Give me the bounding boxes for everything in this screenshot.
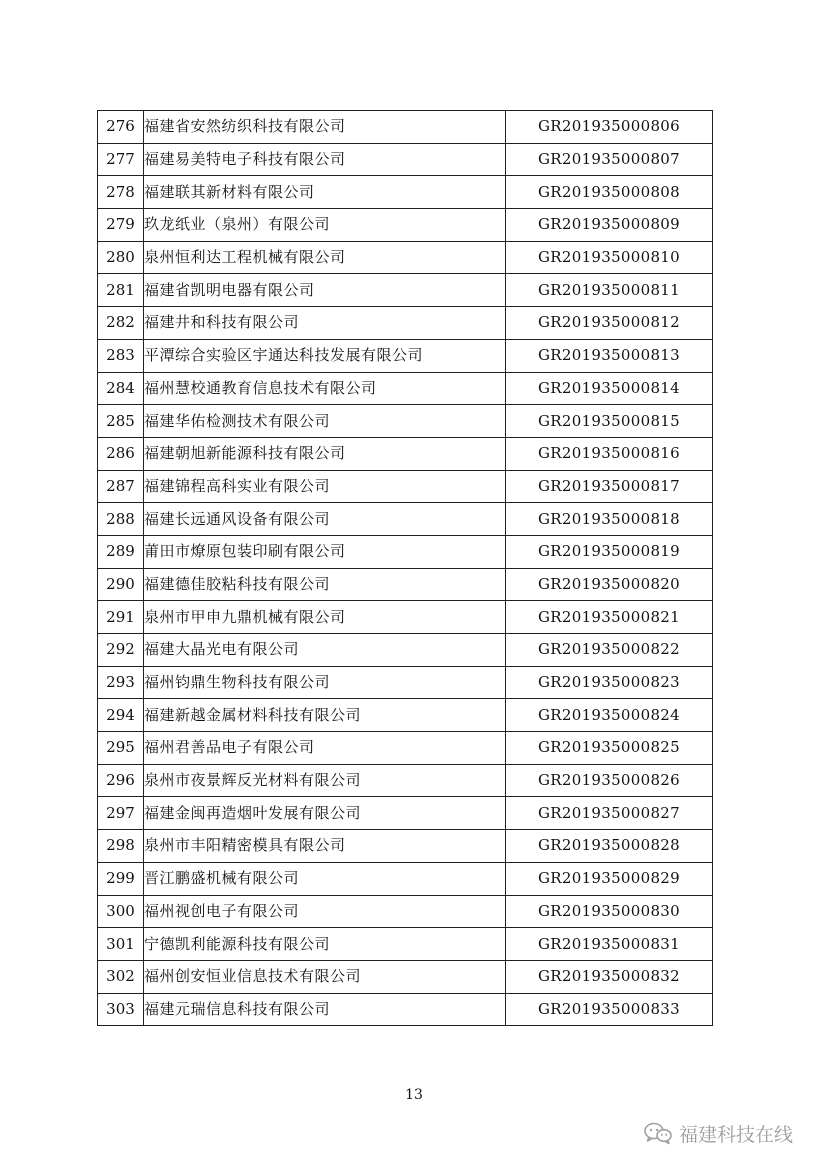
row-number-cell: 298 — [98, 830, 144, 863]
row-number-cell: 299 — [98, 862, 144, 895]
table-row — [98, 111, 713, 144]
certificate-number-cell: GR201935000827 — [506, 797, 713, 830]
company-name-cell: 福建德佳胶粘科技有限公司 — [144, 568, 506, 601]
company-name-cell: 福建朝旭新能源科技有限公司 — [144, 437, 506, 470]
row-number-cell: 283 — [98, 339, 144, 372]
certificate-number-cell: GR201935000816 — [506, 437, 713, 470]
company-name-cell: 福建省安然纺织科技有限公司 — [144, 111, 506, 144]
certificate-number-cell: GR201935000821 — [506, 601, 713, 634]
row-number-cell: 285 — [98, 405, 144, 438]
company-table — [97, 110, 713, 1026]
row-number-cell: 288 — [98, 503, 144, 536]
row-number-cell: 303 — [98, 993, 144, 1026]
table-row — [98, 568, 713, 601]
row-number-cell: 287 — [98, 470, 144, 503]
certificate-number-cell: GR201935000812 — [506, 307, 713, 340]
table-row — [98, 503, 713, 536]
table-row — [98, 535, 713, 568]
row-number-cell: 296 — [98, 764, 144, 797]
row-number-cell: 301 — [98, 928, 144, 961]
certificate-number-cell: GR201935000832 — [506, 960, 713, 993]
table-row — [98, 928, 713, 961]
certificate-number-cell: GR201935000830 — [506, 895, 713, 928]
table-row — [98, 241, 713, 274]
certificate-number-cell: GR201935000819 — [506, 535, 713, 568]
row-number-cell: 290 — [98, 568, 144, 601]
certificate-number-cell: GR201935000829 — [506, 862, 713, 895]
company-name-cell: 晋江鹏盛机械有限公司 — [144, 862, 506, 895]
certificate-number-cell: GR201935000817 — [506, 470, 713, 503]
certificate-number-cell: GR201935000813 — [506, 339, 713, 372]
watermark-text: 福建科技在线 — [679, 1123, 794, 1146]
company-name-cell: 泉州市夜景辉反光材料有限公司 — [144, 764, 506, 797]
company-name-cell: 福建联其新材料有限公司 — [144, 176, 506, 209]
table-row — [98, 862, 713, 895]
company-name-cell: 福建元瑞信息科技有限公司 — [144, 993, 506, 1026]
table-row — [98, 209, 713, 242]
company-name-cell: 泉州市丰阳精密模具有限公司 — [144, 830, 506, 863]
row-number-cell: 279 — [98, 209, 144, 242]
table-row — [98, 960, 713, 993]
row-number-cell: 277 — [98, 143, 144, 176]
table-row — [98, 176, 713, 209]
table-row — [98, 339, 713, 372]
page-number: 13 — [405, 1087, 423, 1103]
table-row — [98, 601, 713, 634]
company-name-cell: 福州创安恒业信息技术有限公司 — [144, 960, 506, 993]
company-name-cell: 福州钧鼎生物科技有限公司 — [144, 666, 506, 699]
table-row — [98, 666, 713, 699]
row-number-cell: 278 — [98, 176, 144, 209]
table-row — [98, 437, 713, 470]
row-number-cell: 284 — [98, 372, 144, 405]
company-name-cell: 福州视创电子有限公司 — [144, 895, 506, 928]
company-name-cell: 福建华佑检测技术有限公司 — [144, 405, 506, 438]
row-number-cell: 280 — [98, 241, 144, 274]
certificate-number-cell: GR201935000811 — [506, 274, 713, 307]
wechat-icon — [643, 1121, 673, 1145]
table-row — [98, 830, 713, 863]
certificate-number-cell: GR201935000815 — [506, 405, 713, 438]
table-row — [98, 470, 713, 503]
row-number-cell: 291 — [98, 601, 144, 634]
row-number-cell: 281 — [98, 274, 144, 307]
table-row — [98, 307, 713, 340]
company-name-cell: 平潭综合实验区宇通达科技发展有限公司 — [144, 339, 506, 372]
row-number-cell: 282 — [98, 307, 144, 340]
company-name-cell: 福建易美特电子科技有限公司 — [144, 143, 506, 176]
table-row — [98, 634, 713, 667]
company-name-cell: 福建井和科技有限公司 — [144, 307, 506, 340]
row-number-cell: 289 — [98, 535, 144, 568]
company-name-cell: 福建锦程高科实业有限公司 — [144, 470, 506, 503]
table-row — [98, 699, 713, 732]
certificate-number-cell: GR201935000826 — [506, 764, 713, 797]
row-number-cell: 297 — [98, 797, 144, 830]
certificate-number-cell: GR201935000833 — [506, 993, 713, 1026]
table-row — [98, 797, 713, 830]
table-row — [98, 372, 713, 405]
company-name-cell: 宁德凯利能源科技有限公司 — [144, 928, 506, 961]
table-row — [98, 764, 713, 797]
company-name-cell: 玖龙纸业（泉州）有限公司 — [144, 209, 506, 242]
certificate-number-cell: GR201935000814 — [506, 372, 713, 405]
company-name-cell: 福州慧校通教育信息技术有限公司 — [144, 372, 506, 405]
company-table-body — [98, 111, 713, 1026]
certificate-number-cell: GR201935000810 — [506, 241, 713, 274]
company-name-cell: 泉州恒利达工程机械有限公司 — [144, 241, 506, 274]
row-number-cell: 302 — [98, 960, 144, 993]
certificate-number-cell: GR201935000831 — [506, 928, 713, 961]
watermark — [643, 1121, 793, 1145]
certificate-number-cell: GR201935000820 — [506, 568, 713, 601]
company-name-cell: 福建新越金属材料科技有限公司 — [144, 699, 506, 732]
row-number-cell: 294 — [98, 699, 144, 732]
row-number-cell: 276 — [98, 111, 144, 144]
table-row — [98, 143, 713, 176]
table-row — [98, 405, 713, 438]
company-name-cell: 福州君善品电子有限公司 — [144, 732, 506, 765]
company-name-cell: 福建金闽再造烟叶发展有限公司 — [144, 797, 506, 830]
certificate-number-cell: GR201935000824 — [506, 699, 713, 732]
table-row — [98, 732, 713, 765]
certificate-number-cell: GR201935000828 — [506, 830, 713, 863]
certificate-number-cell: GR201935000809 — [506, 209, 713, 242]
table-row — [98, 895, 713, 928]
row-number-cell: 286 — [98, 437, 144, 470]
certificate-number-cell: GR201935000806 — [506, 111, 713, 144]
certificate-number-cell: GR201935000808 — [506, 176, 713, 209]
row-number-cell: 300 — [98, 895, 144, 928]
certificate-number-cell: GR201935000825 — [506, 732, 713, 765]
certificate-number-cell: GR201935000822 — [506, 634, 713, 667]
row-number-cell: 293 — [98, 666, 144, 699]
table-row — [98, 993, 713, 1026]
company-name-cell: 福建大晶光电有限公司 — [144, 634, 506, 667]
certificate-number-cell: GR201935000823 — [506, 666, 713, 699]
row-number-cell: 292 — [98, 634, 144, 667]
company-name-cell: 莆田市燎原包装印刷有限公司 — [144, 535, 506, 568]
certificate-number-cell: GR201935000818 — [506, 503, 713, 536]
company-name-cell: 福建省凯明电器有限公司 — [144, 274, 506, 307]
company-name-cell: 福建长远通风设备有限公司 — [144, 503, 506, 536]
certificate-number-cell: GR201935000807 — [506, 143, 713, 176]
table-row — [98, 274, 713, 307]
row-number-cell: 295 — [98, 732, 144, 765]
company-name-cell: 泉州市甲申九鼎机械有限公司 — [144, 601, 506, 634]
